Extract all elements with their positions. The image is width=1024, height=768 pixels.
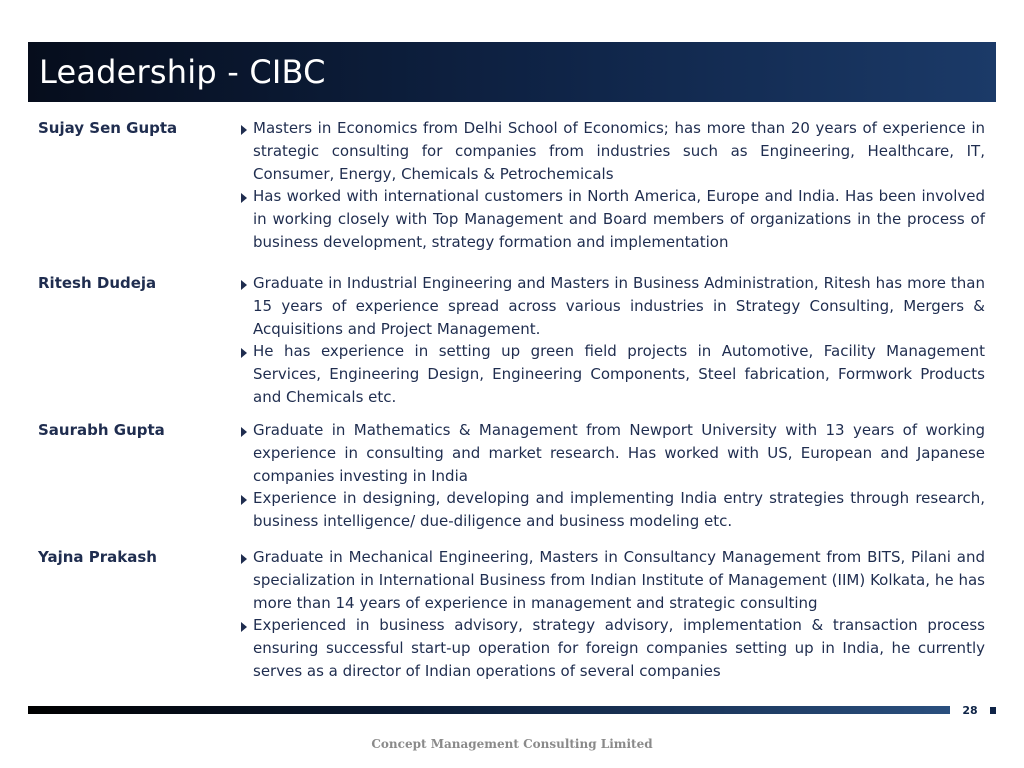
- bullet-arrow-icon: [241, 125, 247, 135]
- bullet-item: [238, 117, 985, 185]
- bullet-item: [238, 546, 985, 614]
- person-name: Ritesh Dudeja: [38, 274, 157, 292]
- bullet-text: Graduate in Industrial Engineering and Masters in Business Administration, Ritesh has more than 15 years of experience spread across various industries in Strategy Consulting, Mergers & Acquisitions and Project Management.: [253, 274, 985, 338]
- person-name: Yajna Prakash: [38, 548, 157, 566]
- bullet-arrow-icon: [241, 427, 247, 437]
- bullet-list: [238, 272, 985, 409]
- footer-square: [990, 707, 996, 714]
- slide-title: Leadership - CIBC: [39, 53, 326, 91]
- page-number: 28: [962, 704, 978, 717]
- bullet-list: [238, 419, 985, 533]
- bullet-arrow-icon: [241, 622, 247, 632]
- person-name: Sujay Sen Gupta: [38, 119, 178, 137]
- bullet-arrow-icon: [241, 554, 247, 564]
- bullet-text: Graduate in Mechanical Engineering, Masters in Consultancy Management from BITS, Pilani and specialization in International Business from Indian Institute of Management (IIM) Kolkata, he has more than 14 years of experience in management and strategic consulting: [253, 548, 985, 612]
- bullet-text: Has worked with international customers in North America, Europe and India. Has been involved in working closely with Top Management and Board members of organizations in the process of business development, strategy formation and implementation: [253, 187, 985, 251]
- bullet-item: [238, 272, 985, 340]
- bullet-arrow-icon: [241, 280, 247, 290]
- title-bar: [28, 42, 996, 102]
- footer-company: Concept Management Consulting Limited: [371, 737, 653, 751]
- bullet-item: [238, 185, 985, 253]
- bullet-item: [238, 340, 985, 408]
- bullet-item: [238, 614, 985, 682]
- bullet-list: [238, 117, 985, 254]
- bullet-text: Graduate in Mathematics & Management from Newport University with 13 years of working experience in consulting and market research. Has worked with US, European and Japanese companies investing in India: [253, 421, 985, 485]
- bullet-text: Masters in Economics from Delhi School of Economics; has more than 20 years of experience in strategic consulting for companies from industries such as Engineering, Healthcare, IT, Consumer, Energy, Chemicals & Petrochemicals: [253, 119, 985, 183]
- bullet-arrow-icon: [241, 495, 247, 505]
- bullet-arrow-icon: [241, 348, 247, 358]
- bullet-text: He has experience in setting up green field projects in Automotive, Facility Management Services, Engineering Design, Engineering Components, Steel fabrication, Formwork Products and Chemicals etc.: [253, 342, 985, 406]
- bullet-list: [238, 546, 985, 683]
- bullet-text: Experienced in business advisory, strategy advisory, implementation & transaction process ensuring successful start-up operation for foreign companies setting up in India, he currently serves as a director of Indian operations of several companies: [253, 616, 985, 680]
- person-name: Saurabh Gupta: [38, 421, 165, 439]
- bullet-item: [238, 487, 985, 533]
- footer-bar: [28, 706, 950, 714]
- bullet-item: [238, 419, 985, 487]
- bullet-text: Experience in designing, developing and implementing India entry strategies through research, business intelligence/ due-diligence and business modeling etc.: [253, 489, 985, 531]
- bullet-arrow-icon: [241, 193, 247, 203]
